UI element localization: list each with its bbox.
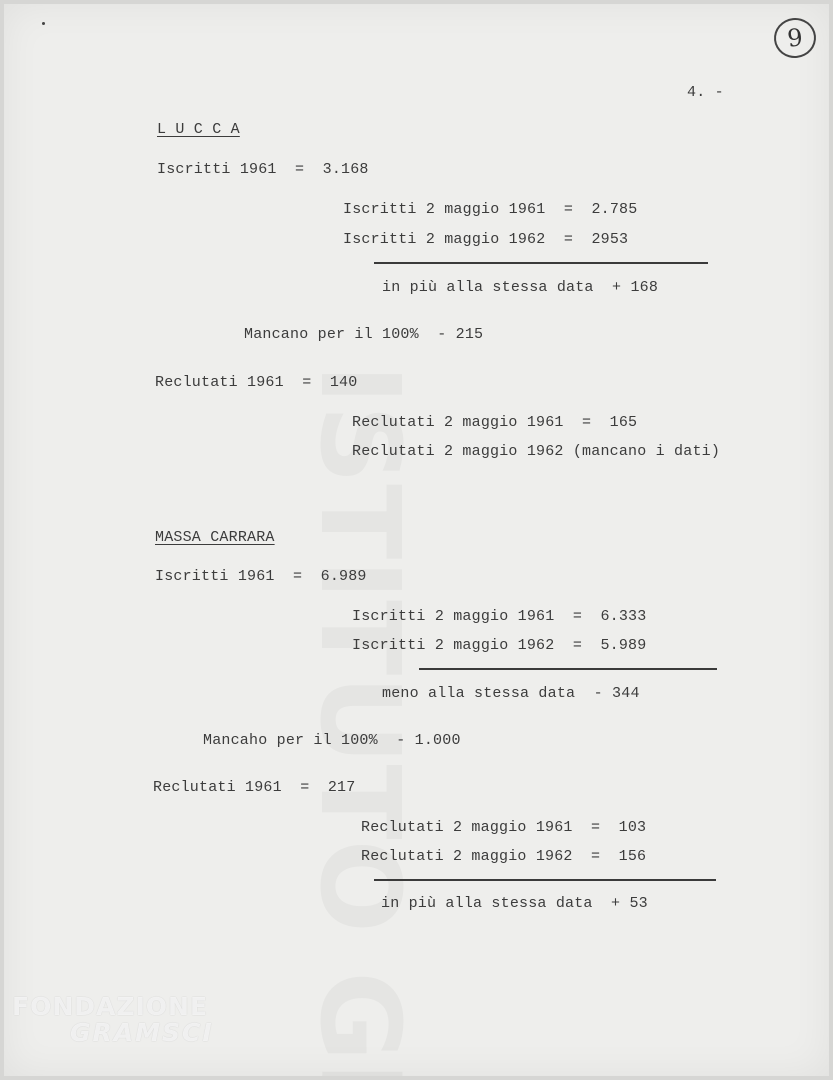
lucca-iscritti-1961: Iscritti 1961 = 3.168 (157, 161, 369, 178)
watermark-line-2: GRAMSCI (70, 1018, 214, 1047)
lucca-sum-rule (374, 262, 708, 264)
massa-reclutati-maggio-1961: Reclutati 2 maggio 1961 = 103 (361, 819, 647, 836)
lucca-reclutati-1961: Reclutati 1961 = 140 (155, 374, 358, 391)
fondazione-gramsci-watermark (12, 994, 214, 1046)
massa-difference-iscritti: meno alla stessa data - 344 (382, 685, 640, 702)
lucca-iscritti-maggio-1961: Iscritti 2 maggio 1961 = 2.785 (343, 201, 638, 218)
ink-dot (42, 22, 45, 25)
massa-difference-reclutati: in più alla stessa data + 53 (381, 895, 648, 912)
watermark-line-1: FONDAZIONE (12, 992, 209, 1021)
massa-mancano: Mancaho per il 100% - 1.000 (203, 732, 461, 749)
page-number: 4. - (687, 84, 724, 101)
document-page (4, 4, 829, 1076)
massa-iscritti-1961: Iscritti 1961 = 6.989 (155, 568, 367, 585)
massa-reclutati-1961: Reclutati 1961 = 217 (153, 779, 356, 796)
massa-reclutati-maggio-1962: Reclutati 2 maggio 1962 = 156 (361, 848, 647, 865)
lucca-mancano: Mancano per il 100% - 215 (244, 326, 484, 343)
massa-iscritti-maggio-1962: Iscritti 2 maggio 1962 = 5.989 (352, 637, 647, 654)
lucca-reclutati-maggio-1961: Reclutati 2 maggio 1961 = 165 (352, 414, 638, 431)
circled-page-number: 9 (772, 16, 818, 60)
massa-reclutati-sum-rule (374, 879, 716, 881)
massa-iscritti-maggio-1961: Iscritti 2 maggio 1961 = 6.333 (352, 608, 647, 625)
lucca-iscritti-maggio-1962: Iscritti 2 maggio 1962 = 2953 (343, 231, 629, 248)
lucca-difference: in più alla stessa data + 168 (382, 279, 659, 296)
massa-iscritti-sum-rule (419, 668, 717, 670)
lucca-reclutati-maggio-1962: Reclutati 2 maggio 1962 (mancano i dati) (352, 443, 721, 460)
background-stamp (296, 364, 424, 1076)
lucca-heading: L U C C A (157, 121, 240, 138)
massa-carrara-heading: MASSA CARRARA (155, 529, 275, 546)
